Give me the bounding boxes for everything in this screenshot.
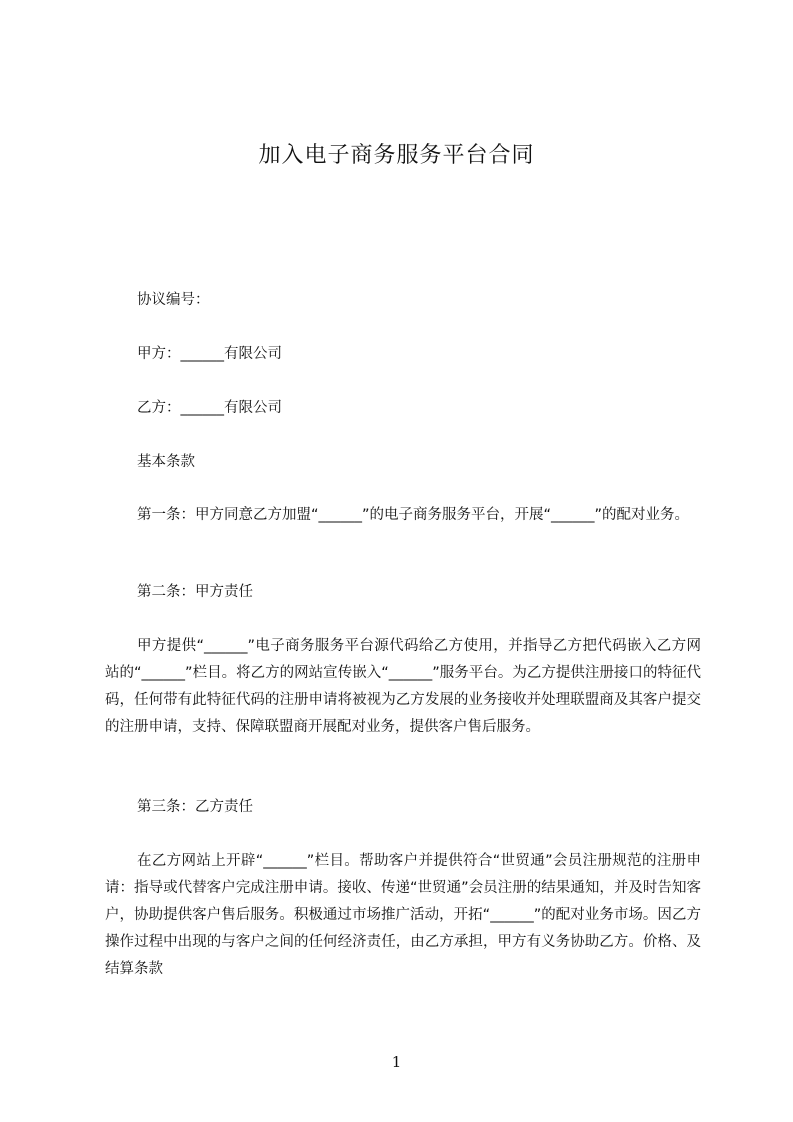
agreement-number-label: 协议编号： <box>137 292 210 308</box>
article-2-paragraph: 甲方提供“______”电子商务服务平台源代码给乙方使用，并指导乙方把代码嵌入乙方网站的“______”栏目。将乙方的网站宣传嵌入“______”服务平台。为乙方提供注册接口的特征代码，任何带有此特征代码的注册申请将被视为乙方发展的业务接收并处理联盟商及其客户提交的注册申请，支持、保障联盟商开展配对业务，提供客户售后服务。 <box>105 638 701 735</box>
page-number: 1 <box>391 1053 402 1071</box>
party-b-line: 乙方：______有限公司 <box>137 400 282 416</box>
article-3-heading: 第三条：乙方责任 <box>137 799 253 815</box>
party-a-line: 甲方：______有限公司 <box>137 346 282 362</box>
article-1-paragraph: 第一条：甲方同意乙方加盟“______”的电子商务服务平台，开展“______”的配对业务。 <box>137 507 690 523</box>
document-title: 加入电子商务服务平台合同 <box>258 143 535 168</box>
basic-terms-heading: 基本条款 <box>137 454 195 470</box>
article-3-paragraph: 在乙方网站上开辟“______”栏目。帮助客户并提供符合“世贸通”会员注册规范的注册申请：指导或代替客户完成注册申请。接收、传递“世贸通”会员注册的结果通知，并及时告知客户，协助提供客户售后服务。积极通过市场推广活动，开拓“______”的配对业务市场。因乙方操作过程中出现的与客户之间的任何经济责任，由乙方承担，甲方有义务协助乙方。价格、及结算条款 <box>105 853 701 977</box>
article-2-heading: 第二条：甲方责任 <box>137 584 253 600</box>
